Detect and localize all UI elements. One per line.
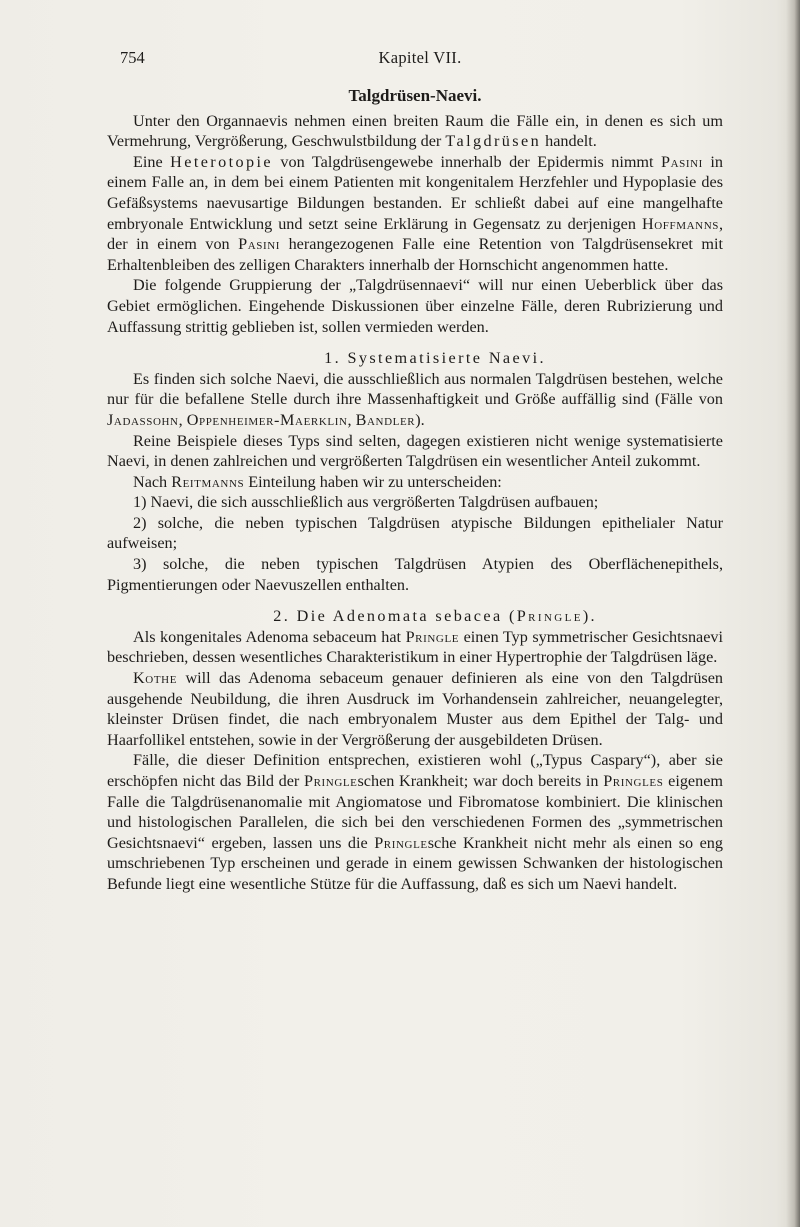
paragraph: Kothe will das Adenoma sebaceum genauer definieren als eine von den Talgdrüsen ausgehende Neubildung, die ihren Ausdruck im Vorhandensein zahlreicher, neuangelegter, kleinster Drüsen findet, die nach embryonalem Muster aus dem Epithel der Talg- und Haarfollikel entstehen, sowie in der Vergrößerung der ausgebildeten Drüsen. xyxy=(107,669,723,749)
paragraph: Als kongenitales Adenoma sebaceum hat Pringle einen Typ symmetrischer Gesichtsnaevi beschrieben, dessen wesentliches Charakteristikum in einer Hypertrophie der Talgdrüsen läge. xyxy=(107,627,723,667)
list-item: 3) solche, die neben typischen Talgdrüsen Atypien des Oberflächenepithels, Pigmentierungen oder Naevuszellen enthalten. xyxy=(107,555,723,594)
author-name: Pasini xyxy=(661,152,703,171)
author-name: Pringle xyxy=(405,627,460,646)
author-name: Bandler xyxy=(355,410,416,429)
page-number: 754 xyxy=(120,48,145,67)
author-name: Kothe xyxy=(133,669,178,688)
paragraph: Eine Heterotopie von Talgdrüsengewebe innerhalb der Epidermis nimmt Pasini in einem Falle an, in dem bei einem Patienten mit kongenitalem Herzfehler und Hypoplasie des Gefäßsystems naevusartige Bildungen bestanden. Er schließt dabei auf eine mangelhafte embryonale Entwicklung und setzt seine Erklärung in Gegensatz zu derjenigen Hoffmanns, der in einem von Pasini herangezogenen Falle eine Retention von Talgdrüsensekret mit Erhaltenbleiben des zelligen Charakters innerhalb der Hornschicht angenommen hatte. xyxy=(107,152,724,274)
subsection-heading: 2. Die Adenomata sebacea (Pringle). xyxy=(273,607,597,626)
page-body xyxy=(107,82,723,895)
author-name: Pasini xyxy=(238,235,281,254)
author-name: Hoffmanns xyxy=(641,214,719,233)
paragraph: Unter den Organnaevis nehmen einen breiten Raum die Fälle ein, in denen es sich um Vermehrung, Vergrößerung, Geschwulstbildung der Talgdrüsen handelt. xyxy=(107,111,723,151)
author-name: Reitmanns xyxy=(171,472,245,491)
list-item: 1) Naevi, die sich ausschließlich aus vergrößerten Talgdrüsen aufbauen; xyxy=(133,493,599,512)
section-title: Talgdrüsen-Naevi. xyxy=(348,86,482,105)
author-name: Pringles xyxy=(603,772,664,790)
page-edge-shadow xyxy=(786,0,800,1227)
running-head: Kapitel VII. xyxy=(378,48,462,67)
paragraph: Nach Reitmanns Einteilung haben wir zu unterscheiden: xyxy=(133,472,502,491)
author-name: Jadassohn xyxy=(107,410,179,429)
author-name: Pringle xyxy=(374,833,428,852)
paragraph: Es finden sich solche Naevi, die ausschließlich aus normalen Talgdrüsen bestehen, welche nur für die befallene Stelle durch ihre Massenhaftigkeit und Größe auffällig sind (Fälle von Jadassohn, Oppenheimer-Maerklin, Bandler). xyxy=(107,369,723,429)
paragraph: Die folgende Gruppierung der „Talgdrüsennaevi“ will nur einen Ueberblick über das Gebiet ermöglichen. Eingehende Diskussionen über einzelne Fälle, deren Rubrizierung und Auffassung strittig geblieben ist, sollen vermieden werden. xyxy=(107,276,723,336)
author-name: Oppenheimer-Maerklin xyxy=(186,410,348,429)
list-item: 2) solche, die neben typischen Talgdrüsen atypische Bildungen epithelialer Natur aufweisen; xyxy=(107,513,723,553)
subsection-heading: 1. Systematisierte Naevi. xyxy=(324,349,546,368)
paragraph: Reine Beispiele dieses Typs sind selten, dagegen existieren nicht wenige systematisierte Naevi, in denen zahlreichen und vergrößerten Talgdrüsen ein wesentlicher Anteil zukommt. xyxy=(107,431,723,471)
author-name: Pringle xyxy=(303,772,358,790)
paragraph: Fälle, die dieser Definition entsprechen, existieren wohl („Typus Caspary“), aber sie erschöpfen nicht das Bild der Pringleschen Krankheit; war doch bereits in Pringles eigenem Falle die Talgdrüsenanomalie mit Angiomatose und Fibromatose kombiniert. Die klinischen und histologischen Parallelen, die sich bei den verschiedenen Formen des „symmetrischen Gesichtsnaevi“ ergeben, lassen uns die Pringlesche Krankheit nicht mehr als einen so eng umschriebenen Typ erscheinen und gerade in einem gewissen Schwanken der histologischen Befunde liegt eine wesentliche Stütze für die Auffassung, daß es sich um Naevi handelt. xyxy=(107,751,723,893)
author-name: Pringle xyxy=(516,607,583,626)
page-header xyxy=(120,48,720,72)
